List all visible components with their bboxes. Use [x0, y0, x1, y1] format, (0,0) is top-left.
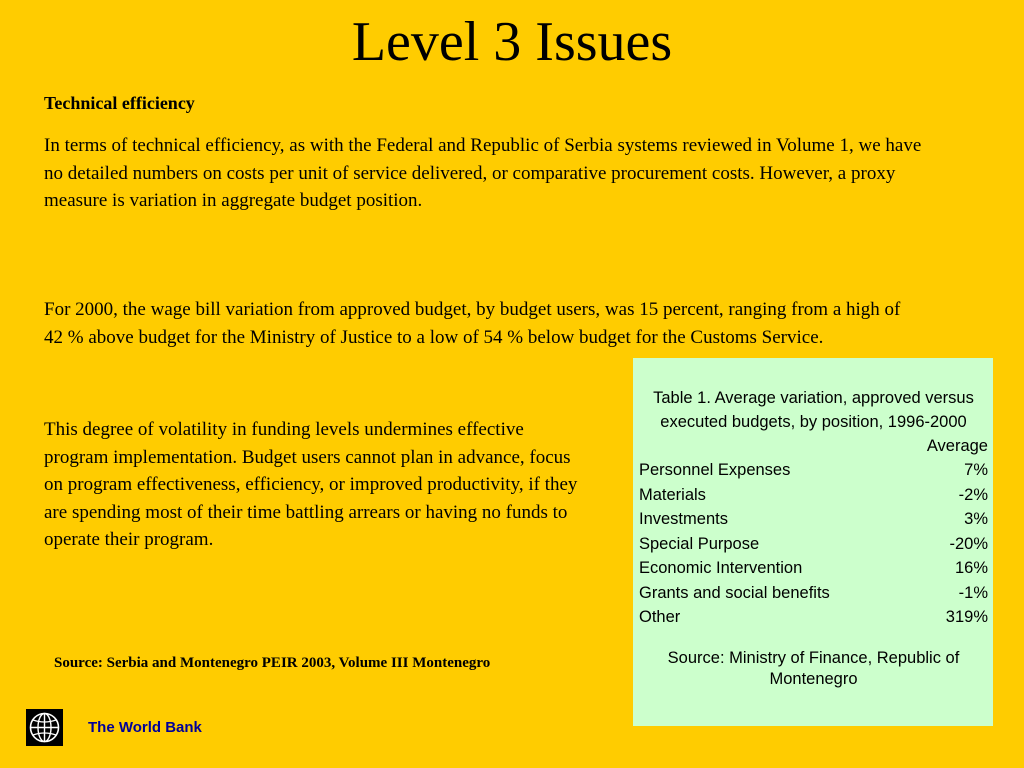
table-source: Source: Ministry of Finance, Republic of Montenegro [667, 648, 960, 688]
variation-table [633, 358, 993, 726]
row-value: -2% [958, 485, 988, 504]
table-row [639, 605, 988, 630]
table-row [639, 581, 988, 606]
table-row [639, 483, 988, 508]
paragraph-wage-bill: For 2000, the wage bill variation from approved budget, by budget users, was 15 percent, ranging from a high of 42 % above budget for the Ministry of Justice to a low of 54 % below budget for the Customs Service. [44, 299, 901, 348]
world-bank-label: The World Bank [88, 719, 202, 736]
row-label: Special Purpose [639, 534, 760, 553]
row-label: Investments [639, 510, 728, 528]
table-column-header: Average [926, 437, 988, 455]
table-row [639, 458, 988, 483]
row-label: Grants and social benefits [639, 583, 830, 602]
table-row [639, 507, 988, 532]
row-label: Personnel Expenses [639, 461, 791, 479]
row-value: -1% [958, 583, 988, 602]
row-value: 319% [945, 608, 988, 626]
row-value: 3% [964, 510, 988, 528]
table-rows [639, 458, 988, 630]
row-label: Other [639, 608, 681, 626]
row-value: 16% [954, 559, 988, 577]
table-caption: Table 1. Average variation, approved versus executed budgets, by position, 1996-2000 [653, 389, 974, 431]
slide-title: Level 3 Issues [351, 11, 673, 73]
globe-icon [26, 709, 63, 746]
row-label: Materials [639, 485, 706, 504]
row-label: Economic Intervention [639, 559, 803, 577]
table-row [639, 556, 988, 581]
paragraph-volatility: This degree of volatility in funding levels undermines effective program implementation. Budget users cannot plan in advance, focus on program effectiveness, efficiency, or improved productivity, if they are spending most of their time battling arrears or having no funds to operate their program. [44, 419, 578, 550]
table-row [639, 532, 988, 557]
paragraph-technical-efficiency: In terms of technical efficiency, as with the Federal and Republic of Serbia systems reviewed in Volume 1, we have no detailed numbers on costs per unit of service delivered, or comparative procurement costs. However, a proxy measure is variation in aggregate budget position. [44, 135, 922, 211]
row-value: 7% [964, 461, 988, 479]
section-heading: Technical efficiency [44, 93, 195, 113]
source-note: Source: Serbia and Montenegro PEIR 2003, Volume III Montenegro [54, 655, 491, 671]
row-value: -20% [949, 534, 988, 553]
